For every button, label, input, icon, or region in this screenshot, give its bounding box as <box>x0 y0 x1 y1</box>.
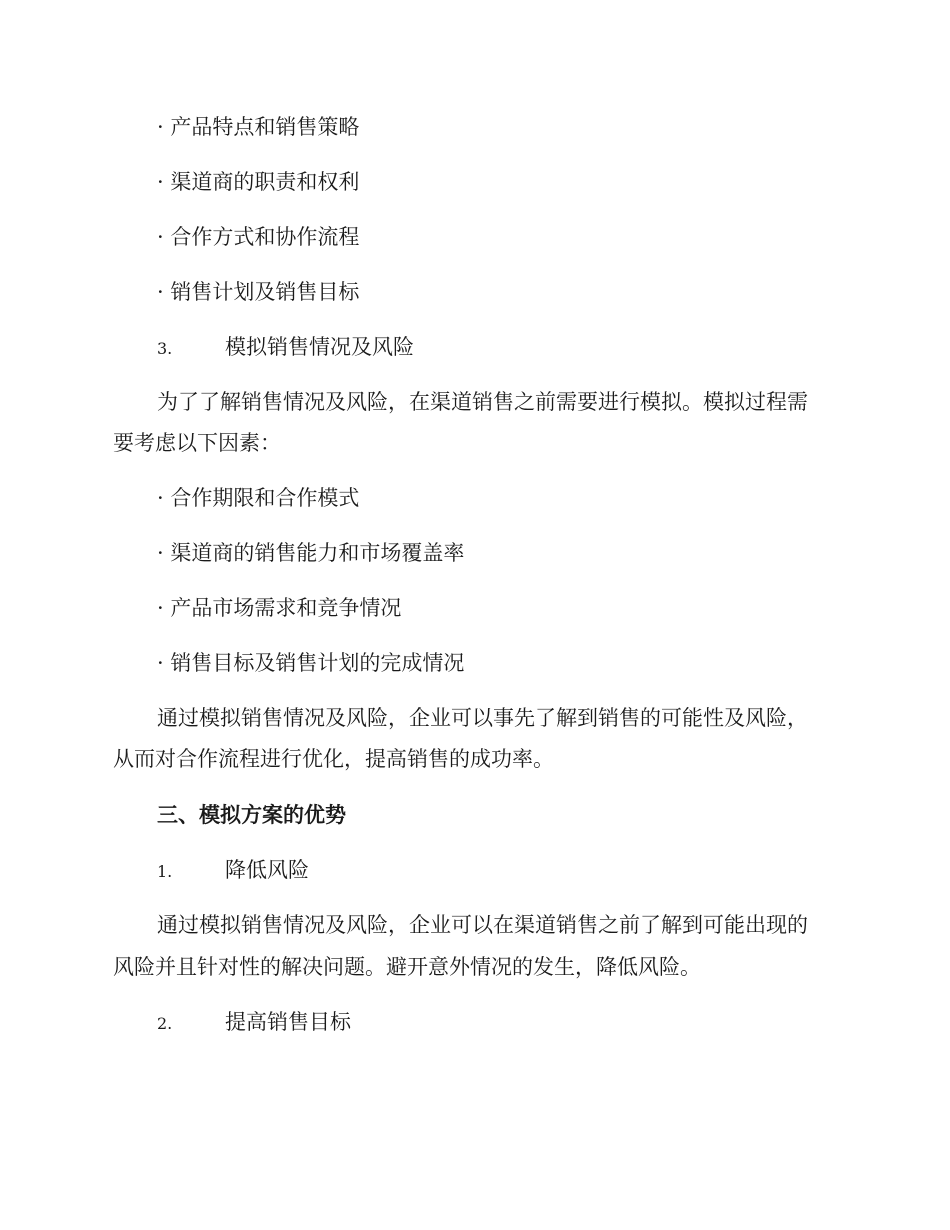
heading-title: 模拟销售情况及风险 <box>225 335 414 359</box>
heading-number: 2. <box>157 1014 173 1033</box>
bullet-item: · 合作期限和合作模式 <box>157 486 360 510</box>
bullet-item: · 合作方式和协作流程 <box>157 225 360 249</box>
numbered-heading-3 <box>157 332 414 364</box>
paragraph-line: 通过模拟销售情况及风险，企业可以事先了解到销售的可能性及风险， <box>157 706 808 730</box>
paragraph-line: 通过模拟销售情况及风险，企业可以在渠道销售之前了解到可能出现的 <box>157 913 808 937</box>
paragraph-line: 从而对合作流程进行优化，提高销售的成功率。 <box>113 747 554 771</box>
paragraph-line: 风险并且针对性的解决问题。避开意外情况的发生，降低风险。 <box>113 955 701 979</box>
bullet-item: · 产品特点和销售策略 <box>157 115 360 139</box>
bullet-item: · 渠道商的销售能力和市场覆盖率 <box>157 541 465 565</box>
bullet-item: · 销售目标及销售计划的完成情况 <box>157 651 465 675</box>
numbered-heading-2 <box>157 1007 351 1039</box>
heading-title: 降低风险 <box>225 858 309 882</box>
numbered-heading-1 <box>157 855 309 887</box>
heading-title: 提高销售目标 <box>225 1010 351 1034</box>
heading-number: 1. <box>157 862 173 881</box>
heading-number: 3. <box>157 339 173 358</box>
section-heading: 三、模拟方案的优势 <box>157 802 346 827</box>
paragraph-line: 要考虑以下因素： <box>113 431 281 455</box>
bullet-item: · 销售计划及销售目标 <box>157 280 360 304</box>
bullet-item: · 渠道商的职责和权利 <box>157 170 360 194</box>
paragraph-line: 为了了解销售情况及风险，在渠道销售之前需要进行模拟。模拟过程需 <box>157 390 808 414</box>
bullet-item: · 产品市场需求和竞争情况 <box>157 596 402 620</box>
